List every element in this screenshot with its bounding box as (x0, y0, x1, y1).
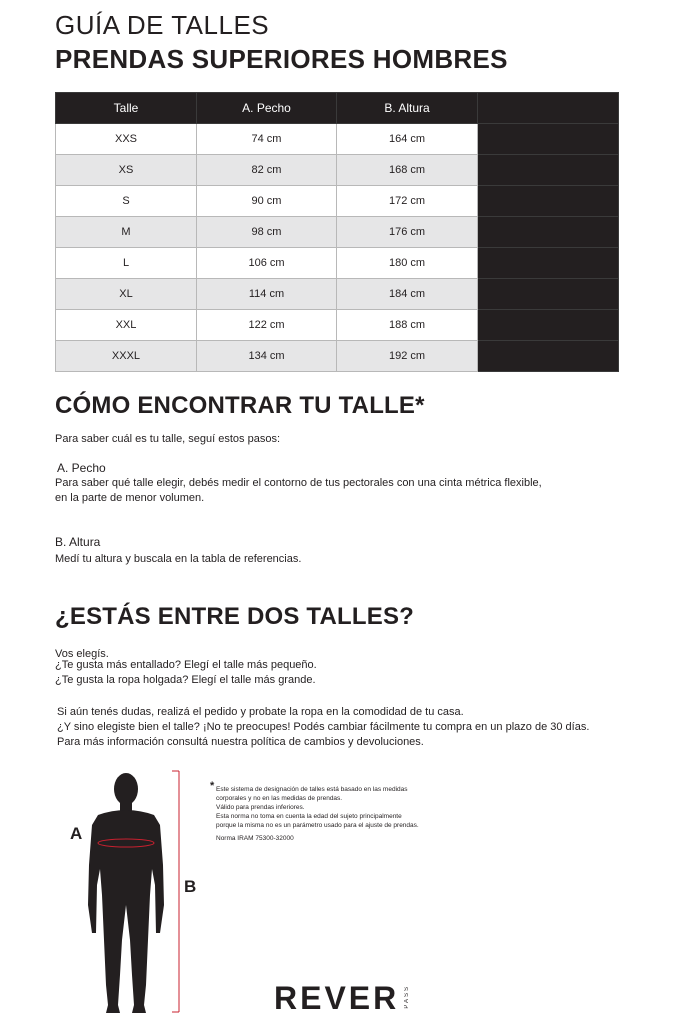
table-row (56, 248, 619, 279)
cell-blank (478, 186, 619, 217)
note-line-4: Esta norma no toma en cuenta la edad del sujeto principalmente (216, 813, 402, 820)
cell-pecho: 114 cm (197, 279, 337, 310)
cell-blank (478, 341, 619, 372)
cell-blank (478, 155, 619, 186)
pecho-text-1: Para saber qué talle elegir, debés medir el contorno de tus pectorales con una cinta métrica flexible, (55, 477, 542, 489)
cell-altura: 192 cm (337, 341, 478, 372)
how-to-heading: CÓMO ENCONTRAR TU TALLE* (55, 392, 425, 419)
label-a: A (70, 824, 83, 843)
cell-altura: 172 cm (337, 186, 478, 217)
page-subtitle: PRENDAS SUPERIORES HOMBRES (55, 44, 508, 74)
how-to-intro: Para saber cuál es tu talle, seguí estos pasos: (55, 433, 281, 445)
cell-talle: L (56, 248, 197, 279)
size-table (55, 92, 619, 372)
table-row (56, 279, 619, 310)
cell-blank (478, 217, 619, 248)
cell-altura: 164 cm (337, 124, 478, 155)
pecho-text-2: en la parte de menor volumen. (55, 492, 205, 504)
cell-altura: 188 cm (337, 310, 478, 341)
cell-blank (478, 279, 619, 310)
cell-pecho: 82 cm (197, 155, 337, 186)
note-line-6: Norma IRAM 75300-32000 (216, 835, 294, 842)
column-header-altura: B. Altura (337, 93, 478, 124)
man-silhouette-icon (88, 773, 164, 1013)
cell-talle: S (56, 186, 197, 217)
brand-tag: PASS (404, 985, 410, 1009)
page-title: GUÍA DE TALLES (55, 10, 270, 40)
between-line-6: Para más información consultá nuestra política de cambios y devoluciones. (57, 736, 424, 748)
brand-logo: REVER (274, 980, 400, 1016)
pecho-heading: A. Pecho (57, 461, 106, 475)
cell-talle: XXS (56, 124, 197, 155)
cell-pecho: 98 cm (197, 217, 337, 248)
cell-pecho: 106 cm (197, 248, 337, 279)
cell-pecho: 122 cm (197, 310, 337, 341)
cell-altura: 176 cm (337, 217, 478, 248)
cell-pecho: 134 cm (197, 341, 337, 372)
table-row (56, 124, 619, 155)
cell-altura: 180 cm (337, 248, 478, 279)
cell-talle: M (56, 217, 197, 248)
table-row (56, 341, 619, 372)
cell-altura: 168 cm (337, 155, 478, 186)
note-line-2: corporales y no en las medidas de prendas. (216, 795, 343, 802)
table-row (56, 155, 619, 186)
label-b: B (184, 877, 197, 896)
between-line-1: Vos elegís. (55, 648, 109, 660)
table-row (56, 186, 619, 217)
between-line-4: Si aún tenés dudas, realizá el pedido y probate la ropa en la comodidad de tu casa. (57, 706, 464, 718)
table-row (56, 310, 619, 341)
between-line-2: ¿Te gusta más entallado? Elegí el talle más pequeño. (55, 659, 317, 671)
cell-blank (478, 124, 619, 155)
note-line-5: porque la misma no es un parámetro usado para el ajuste de prendas. (216, 822, 419, 829)
altura-heading: B. Altura (55, 535, 101, 549)
cell-talle: XXL (56, 310, 197, 341)
altura-text: Medí tu altura y buscala en la tabla de referencias. (55, 553, 302, 565)
cell-talle: XS (56, 155, 197, 186)
note-line-1: Este sistema de designación de talles está basado en las medidas (216, 786, 408, 793)
between-line-3: ¿Te gusta la ropa holgada? Elegí el talle más grande. (55, 674, 316, 686)
cell-blank (478, 310, 619, 341)
cell-pecho: 74 cm (197, 124, 337, 155)
between-heading: ¿ESTÁS ENTRE DOS TALLES? (55, 603, 415, 630)
cell-altura: 184 cm (337, 279, 478, 310)
cell-blank (478, 248, 619, 279)
between-line-5: ¿Y sino elegiste bien el talle? ¡No te preocupes! Podés cambiar fácilmente tu compra en un plazo de 30 días. (57, 721, 590, 733)
note-line-3: Válido para prendas inferiores. (216, 804, 305, 811)
table-header-row (56, 93, 619, 124)
column-header-talle: Talle (56, 93, 197, 124)
cell-talle: XL (56, 279, 197, 310)
note-asterisk: * (210, 780, 215, 792)
table-row (56, 217, 619, 248)
cell-pecho: 90 cm (197, 186, 337, 217)
column-header-pecho: A. Pecho (197, 93, 337, 124)
column-header-blank (478, 93, 619, 124)
cell-talle: XXXL (56, 341, 197, 372)
